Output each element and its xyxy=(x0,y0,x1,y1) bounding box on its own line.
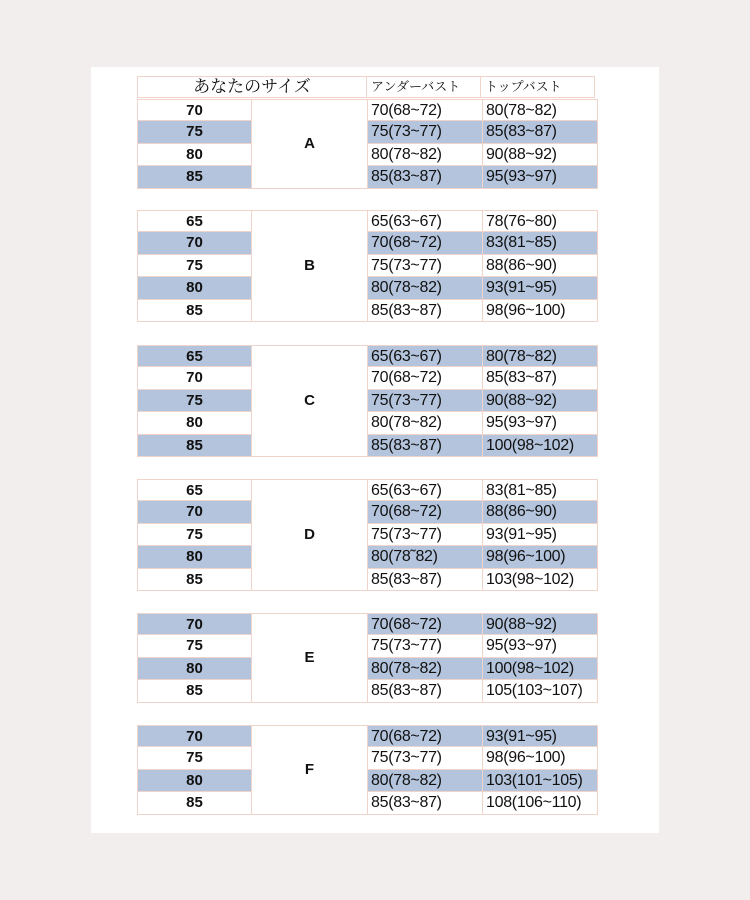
under-bust-cell: 80(78~82) xyxy=(368,658,483,680)
under-bust-cell: 85(83~87) xyxy=(368,792,483,814)
under-bust-cell: 85(83~87) xyxy=(368,166,483,188)
under-bust-cell: 75(73~77) xyxy=(368,524,483,546)
measurement-column xyxy=(368,479,598,591)
band-size-cell: 85 xyxy=(137,569,252,591)
table-row xyxy=(368,725,598,747)
band-size-cell: 75 xyxy=(137,524,252,546)
table-row xyxy=(368,635,598,657)
band-size-cell: 80 xyxy=(137,658,252,680)
under-bust-cell: 65(63~67) xyxy=(368,345,483,367)
cup-group-e xyxy=(137,613,598,703)
top-bust-cell: 108(106~110) xyxy=(483,792,598,814)
band-column xyxy=(137,613,252,703)
top-bust-cell: 103(98~102) xyxy=(483,569,598,591)
under-bust-cell: 80(78~82) xyxy=(368,144,483,166)
table-row xyxy=(368,345,598,367)
band-size-cell: 80 xyxy=(137,546,252,568)
band-column xyxy=(137,99,252,189)
band-size-cell: 70 xyxy=(137,99,252,121)
band-size-cell: 85 xyxy=(137,680,252,702)
band-size-cell: 80 xyxy=(137,144,252,166)
table-row xyxy=(368,524,598,546)
top-bust-cell: 83(81~85) xyxy=(483,232,598,254)
top-bust-cell: 90(88~92) xyxy=(483,613,598,635)
cup-size-label: C xyxy=(252,345,368,457)
under-bust-cell: 85(83~87) xyxy=(368,300,483,322)
measurement-column xyxy=(368,99,598,189)
band-column xyxy=(137,345,252,457)
table-row xyxy=(368,99,598,121)
table-row xyxy=(368,792,598,814)
band-size-cell: 75 xyxy=(137,255,252,277)
table-row xyxy=(368,569,598,591)
measurement-column xyxy=(368,613,598,703)
under-bust-cell: 65(63~67) xyxy=(368,210,483,232)
top-bust-cell: 93(91~95) xyxy=(483,725,598,747)
band-size-cell: 85 xyxy=(137,792,252,814)
under-bust-cell: 85(83~87) xyxy=(368,680,483,702)
header-under-bust: アンダーバスト xyxy=(366,76,481,98)
under-bust-cell: 70(68~72) xyxy=(368,501,483,523)
table-row xyxy=(368,658,598,680)
band-column xyxy=(137,479,252,591)
table-row xyxy=(368,435,598,457)
band-size-cell: 70 xyxy=(137,232,252,254)
under-bust-cell: 85(83~87) xyxy=(368,435,483,457)
band-size-cell: 75 xyxy=(137,390,252,412)
top-bust-cell: 105(103~107) xyxy=(483,680,598,702)
top-bust-cell: 90(88~92) xyxy=(483,390,598,412)
table-header xyxy=(137,76,595,98)
cup-size-label: D xyxy=(252,479,368,591)
table-row xyxy=(368,121,598,143)
table-row xyxy=(368,680,598,702)
table-row xyxy=(368,210,598,232)
under-bust-cell: 70(68~72) xyxy=(368,232,483,254)
table-row xyxy=(368,255,598,277)
band-size-cell: 70 xyxy=(137,501,252,523)
band-size-cell: 85 xyxy=(137,166,252,188)
under-bust-cell: 75(73~77) xyxy=(368,255,483,277)
band-size-cell: 65 xyxy=(137,345,252,367)
cup-size-label: E xyxy=(252,613,368,703)
top-bust-cell: 98(96~100) xyxy=(483,546,598,568)
top-bust-cell: 95(93~97) xyxy=(483,635,598,657)
top-bust-cell: 93(91~95) xyxy=(483,524,598,546)
table-row xyxy=(368,479,598,501)
band-size-cell: 85 xyxy=(137,435,252,457)
band-size-cell: 65 xyxy=(137,210,252,232)
band-column xyxy=(137,725,252,815)
under-bust-cell: 80(78~82) xyxy=(368,412,483,434)
cup-group-f xyxy=(137,725,598,815)
cup-size-label: F xyxy=(252,725,368,815)
measurement-column xyxy=(368,345,598,457)
table-row xyxy=(368,613,598,635)
cup-group-c xyxy=(137,345,598,457)
top-bust-cell: 85(83~87) xyxy=(483,367,598,389)
cup-size-label: B xyxy=(252,210,368,322)
top-bust-cell: 78(76~80) xyxy=(483,210,598,232)
band-size-cell: 75 xyxy=(137,747,252,769)
under-bust-cell: 75(73~77) xyxy=(368,121,483,143)
measurement-column xyxy=(368,210,598,322)
under-bust-cell: 70(68~72) xyxy=(368,367,483,389)
top-bust-cell: 88(86~90) xyxy=(483,501,598,523)
band-size-cell: 70 xyxy=(137,367,252,389)
top-bust-cell: 80(78~82) xyxy=(483,345,598,367)
table-row xyxy=(368,232,598,254)
under-bust-cell: 85(83~87) xyxy=(368,569,483,591)
table-row xyxy=(368,277,598,299)
under-bust-cell: 75(73~77) xyxy=(368,635,483,657)
under-bust-cell: 65(63~67) xyxy=(368,479,483,501)
band-size-cell: 85 xyxy=(137,300,252,322)
under-bust-cell: 70(68~72) xyxy=(368,99,483,121)
cup-group-b xyxy=(137,210,598,322)
top-bust-cell: 100(98~102) xyxy=(483,658,598,680)
cup-group-a xyxy=(137,99,598,189)
top-bust-cell: 95(93~97) xyxy=(483,166,598,188)
measurement-column xyxy=(368,725,598,815)
header-your-size: あなたのサイズ xyxy=(137,76,367,98)
table-row xyxy=(368,501,598,523)
table-row xyxy=(368,770,598,792)
band-size-cell: 75 xyxy=(137,635,252,657)
table-row xyxy=(368,166,598,188)
under-bust-cell: 80(78˜82) xyxy=(368,546,483,568)
top-bust-cell: 93(91~95) xyxy=(483,277,598,299)
under-bust-cell: 70(68~72) xyxy=(368,613,483,635)
table-row xyxy=(368,546,598,568)
under-bust-cell: 80(78~82) xyxy=(368,277,483,299)
under-bust-cell: 70(68~72) xyxy=(368,725,483,747)
top-bust-cell: 85(83~87) xyxy=(483,121,598,143)
top-bust-cell: 95(93~97) xyxy=(483,412,598,434)
table-row xyxy=(368,412,598,434)
under-bust-cell: 75(73~77) xyxy=(368,390,483,412)
table-row xyxy=(368,300,598,322)
top-bust-cell: 100(98~102) xyxy=(483,435,598,457)
top-bust-cell: 80(78~82) xyxy=(483,99,598,121)
band-size-cell: 70 xyxy=(137,613,252,635)
band-size-cell: 80 xyxy=(137,277,252,299)
cup-group-d xyxy=(137,479,598,591)
table-row xyxy=(368,144,598,166)
table-row xyxy=(368,390,598,412)
band-size-cell: 75 xyxy=(137,121,252,143)
band-size-cell: 70 xyxy=(137,725,252,747)
band-column xyxy=(137,210,252,322)
header-top-bust: トップバスト xyxy=(480,76,595,98)
cup-size-label: A xyxy=(252,99,368,189)
top-bust-cell: 83(81~85) xyxy=(483,479,598,501)
under-bust-cell: 75(73~77) xyxy=(368,747,483,769)
top-bust-cell: 88(86~90) xyxy=(483,255,598,277)
band-size-cell: 65 xyxy=(137,479,252,501)
table-row xyxy=(368,747,598,769)
top-bust-cell: 98(96~100) xyxy=(483,747,598,769)
top-bust-cell: 103(101~105) xyxy=(483,770,598,792)
band-size-cell: 80 xyxy=(137,770,252,792)
under-bust-cell: 80(78~82) xyxy=(368,770,483,792)
table-row xyxy=(368,367,598,389)
band-size-cell: 80 xyxy=(137,412,252,434)
top-bust-cell: 98(96~100) xyxy=(483,300,598,322)
top-bust-cell: 90(88~92) xyxy=(483,144,598,166)
